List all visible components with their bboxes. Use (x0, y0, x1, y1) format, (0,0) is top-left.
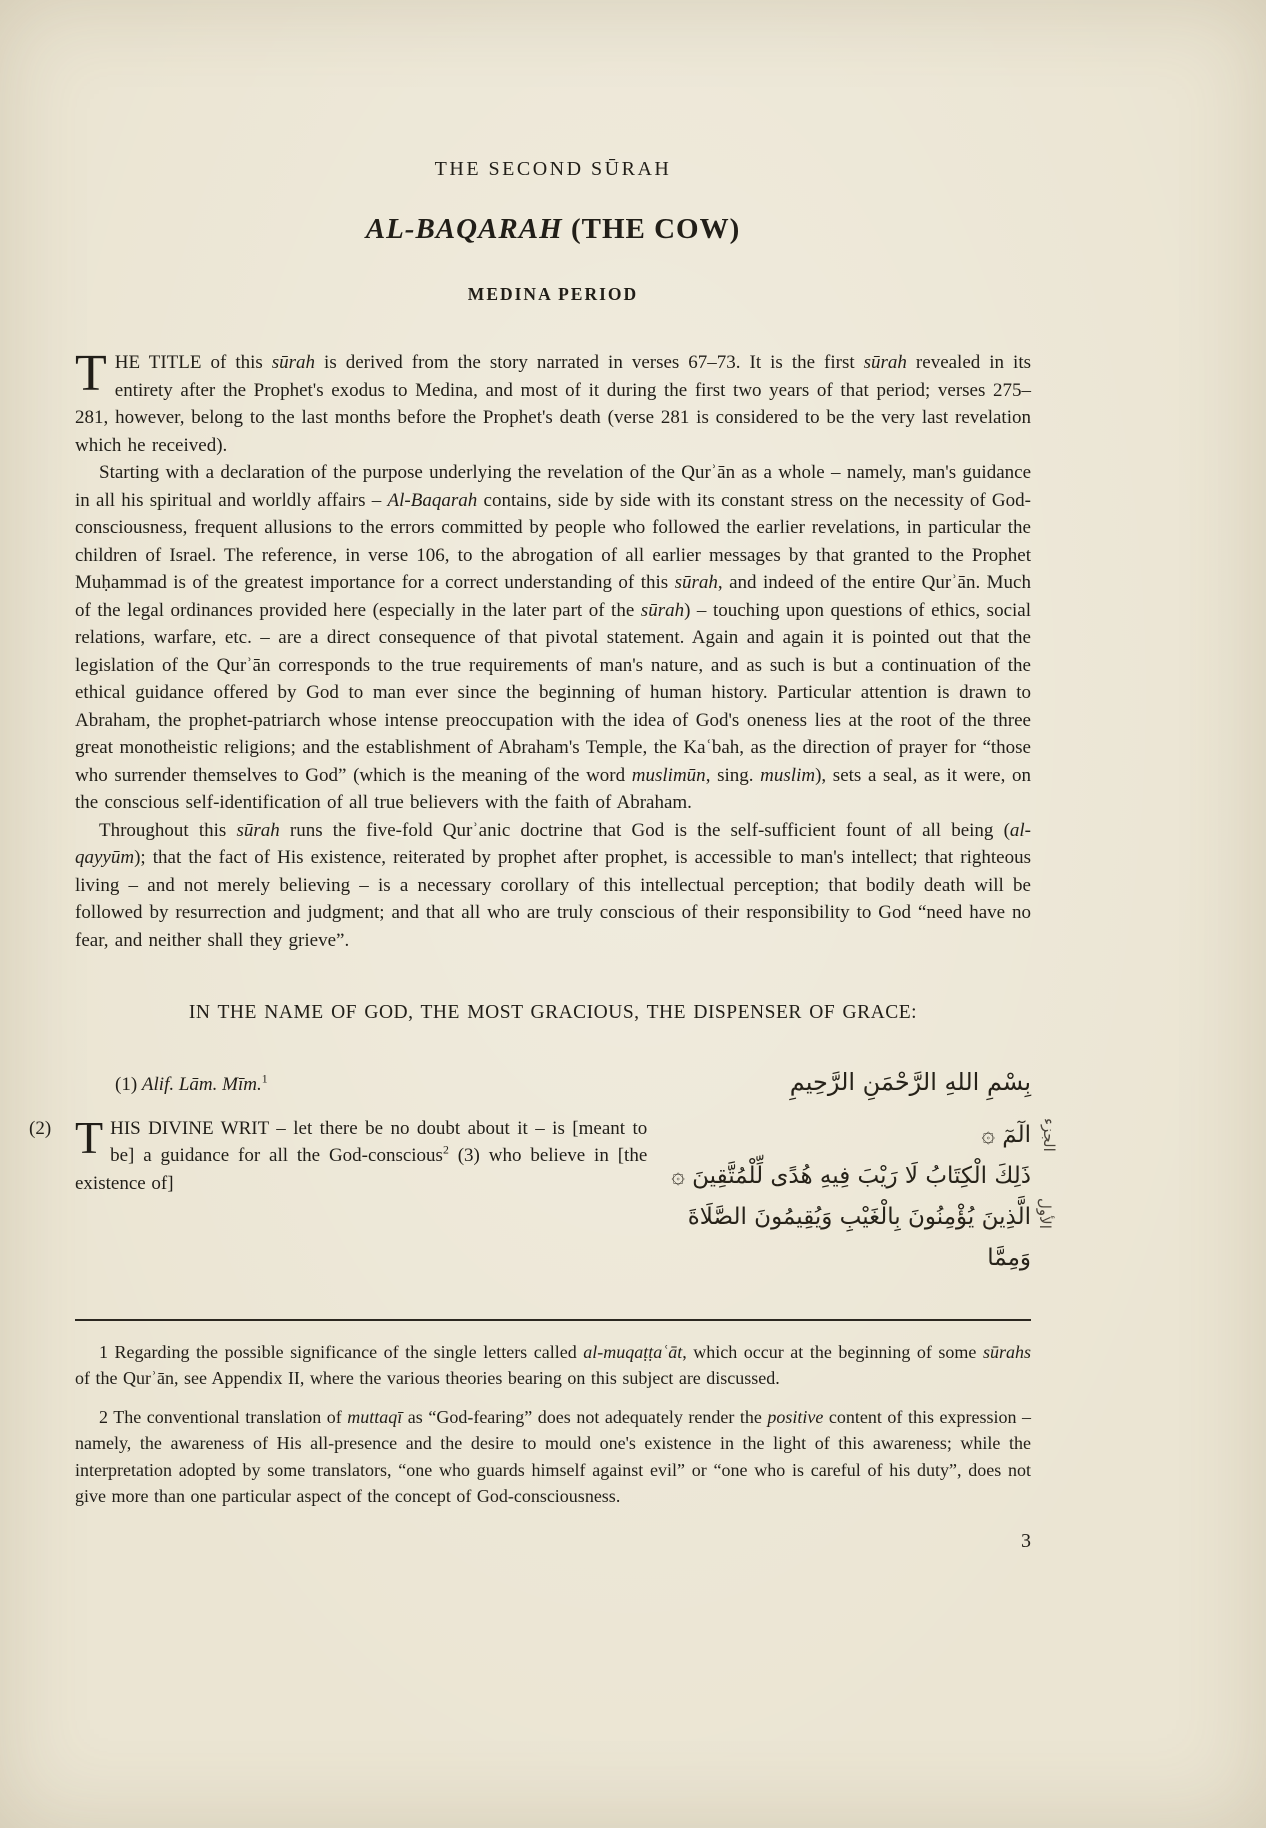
period-heading: MEDINA PERIOD (467, 284, 639, 304)
dropcap-letter: T (75, 1111, 104, 1163)
footnote-1: 1 Regarding the possible significance of the single letters called al-muqaṭṭaʿāt, which occur at the beginning of some sūrahs of the Qurʾān, see Appendix II, where the various theories bearing on this subject are discussed. (75, 1341, 1031, 1388)
invocation-heading: IN THE NAME OF GOD, THE MOST GRACIOUS, THE DISPENSER OF GRACE: (188, 1002, 918, 1023)
arabic-line-verse-2: ذَلِكَ الْكِتَابُ لَا رَيْبَ فِيهِ هُدًى لِّلْمُتَّقِينَ ۞ (671, 1162, 1031, 1189)
surah-ordinal-heading: THE SECOND SŪRAH (434, 158, 672, 180)
verse-2-arabic-block (647, 1115, 1031, 1279)
paragraph-text: HIS DIVINE WRIT – let there be no doubt about it – is [meant to be] a guidance for all the God-conscious$^2$ (3) who believe in [the existence of] (75, 1117, 648, 1194)
paragraph-text: Starting with a declaration of the purpose underlying the revelation of the Qurʾān as a whole – namely, man's guidance in all his spiritual and worldly affairs – Al-Baqarah contains, side by side with its constant stress on the necessity of God-consciousness, frequent allusions to the errors committed by people who followed the earlier revelations, in particular the children of Israel. The reference, in verse 106, to the abrogation of all earlier messages by that granted to the Prophet Muḥammad is of the greatest importance for a correct understanding of this sūrah, and indeed of the entire Qurʾān. Much of the legal ordinances provided here (especially in the later part of the sūrah) – touching upon questions of ethics, social relations, warfare, etc. – are a direct consequence of that pivotal statement. Again and again it is pointed out that the legislation of the Qurʾān corresponds to the true requirements of man's nature, and as such is but a continuation of the ethical guidance offered by God to man ever since the beginning of human history. Particular attention is drawn to Abraham, the prophet-patriarch whose intense preoccupation with the idea of God's oneness lies at the root of the three great monotheistic religions; and the establishment of Abraham's Temple, the Kaʿbah, as the direction of prayer for “those who surrender themselves to God” (which is the meaning of the word muslimūn, sing. muslim), sets a seal, as it were, on the conscious self-identification of all true believers with the faith of Abraham. (75, 462, 1032, 813)
margin-note-bottom: الأول (1036, 1198, 1054, 1229)
page-number: 3 (1021, 1529, 1031, 1552)
paragraph-text: HE TITLE of this sūrah is derived from the story narrated in verses 67–73. It is the first sūrah revealed in its entirety after the Prophet's exodus to Medina, and most of it during the first two years of that period; verses 275–281, however, belong to the last months before the Prophet's death (verse 281 is considered to be the very last revelation which he received). (75, 352, 1031, 456)
verse-2-english-block (29, 1111, 648, 1198)
verse-2-english (75, 1111, 648, 1198)
verse-2-number: (2) (29, 1117, 52, 1139)
surah-title-transliteration: AL-BAQARAH (365, 213, 563, 245)
footnote-2: 2 The conventional translation of muttaqī as “God-fearing” does not adequately render the positive content of this expression – namely, the awareness of His all-presence and the desire to mould one's existence in the light of this awareness; while the interpretation adopted by some translators, “one who guards himself against evil” or “one who is careful of his duty”, does not give more than one particular aspect of the concept of God-consciousness. (75, 1406, 1031, 1506)
verse-1-arabic: بِسْمِ اللهِ الرَّحْمَنِ الرَّحِيمِ (789, 1068, 1031, 1096)
verse-2-row (29, 1111, 1031, 1279)
margin-note-top: الجزء (1040, 1118, 1058, 1152)
verse-1-english: (1) Alif. Lām. Mīm.$^1$ (115, 1072, 268, 1095)
intro-paragraph-1 (75, 345, 1031, 459)
verse-1-row (75, 1068, 1031, 1099)
paragraph-text: Throughout this sūrah runs the five-fold Qurʾanic doctrine that God is the self-sufficient fount of all being (al-qayyūm); that the fact of His existence, reiterated by prophet after prophet, is accessible to man's intellect; that righteous living – and not merely believing – is a necessary corollary of this intellectual perception; that bodily death will be followed by resurrection and judgment; and that all who are truly conscious of their responsibility to God “need have no fear, and neither shall they grieve”. (75, 819, 1031, 951)
intro-paragraph-3 (75, 817, 1031, 955)
page-content (29, 0, 1032, 1553)
footnote-divider (75, 1319, 1031, 1321)
surah-title-translation: (THE COW) (562, 213, 741, 245)
intro-paragraph-2 (75, 459, 1031, 817)
surah-title (75, 213, 1031, 246)
arabic-line-verse-3: الَّذِينَ يُؤْمِنُونَ بِالْغَيْبِ وَيُقِيمُونَ الصَّلَاةَ وَمِمَّا (687, 1203, 1031, 1271)
arabic-line-alif-lam-mim: الٓمٓ ۞ (981, 1121, 1031, 1148)
dropcap-letter: T (75, 345, 107, 402)
